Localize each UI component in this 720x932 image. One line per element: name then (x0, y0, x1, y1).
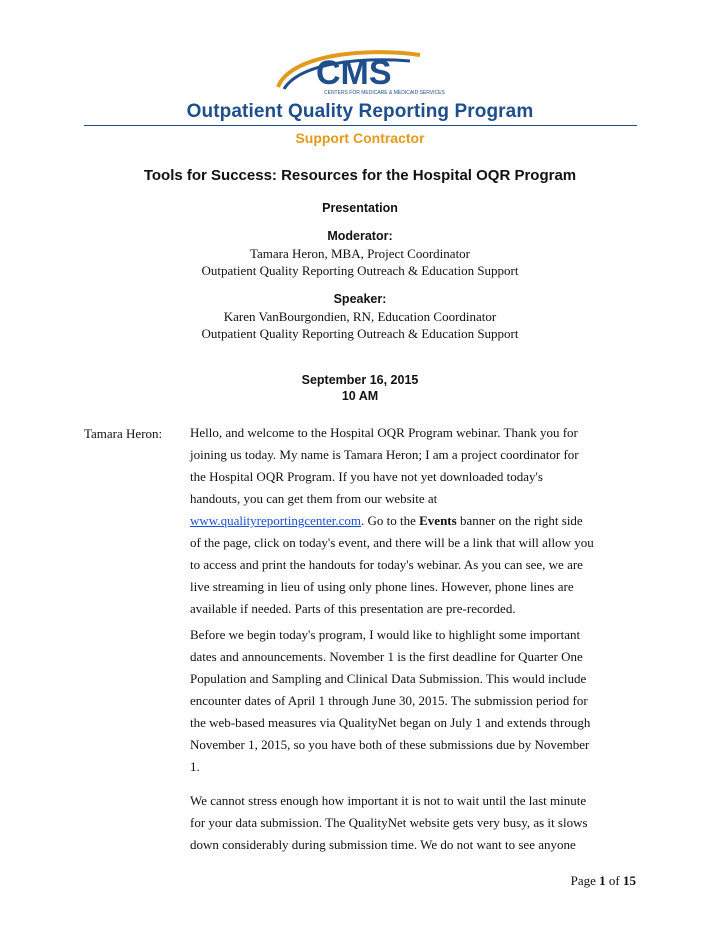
text-line: Before we begin today's program, I would like to highlight some important (190, 627, 581, 642)
logo-subtext: CENTERS FOR MEDICARE & MEDICAID SERVICES (324, 90, 445, 96)
text-line: for your data submission. The QualityNet website gets very busy, as it slows (190, 815, 588, 830)
text-line: Population and Sampling and Clinical Data Submission. This would include (190, 671, 587, 686)
speaker-label: Speaker: (333, 292, 387, 306)
cms-logo (270, 47, 460, 97)
text-line: available if needed. Parts of this presentation are pre-recorded. (190, 601, 516, 616)
speaker-name-line: Karen VanBourgondien, RN, Education Coordinator (223, 309, 497, 324)
event-time: 10 AM (341, 389, 379, 403)
text-line: live streaming in lieu of using only phone lines. However, phone lines are (190, 579, 574, 594)
text-line: the web-based measures via QualityNet began on July 1 and extends through (190, 715, 591, 730)
text-line: the Hospital OQR Program. If you have not yet downloaded today's (190, 469, 543, 484)
moderator-label: Moderator: (327, 229, 393, 243)
text-line: handouts, you can get them from our website at (190, 491, 438, 506)
program-title: Outpatient Quality Reporting Program (186, 101, 534, 122)
transcript-paragraph-2 (190, 624, 640, 778)
text-line: Hello, and welcome to the Hospital OQR Program webinar. Thank you for (190, 425, 578, 440)
page-number: Page 1 of 15 (570, 873, 636, 888)
events-label: Events (419, 513, 457, 528)
text-line: encounter dates of April 1 through June 30, 2015. The submission period for (190, 693, 588, 708)
text-line: down considerably during submission time. We do not want to see anyone (190, 837, 576, 852)
text-line: joining us today. My name is Tamara Heron; I am a project coordinator for (190, 447, 579, 462)
website-link[interactable]: www.qualityreportingcenter.com (190, 513, 361, 528)
text-line: dates and announcements. November 1 is the first deadline for Quarter One (190, 649, 583, 664)
support-contractor-label: Support Contractor (295, 130, 425, 146)
moderator-name: Tamara Heron, MBA, Project Coordinator (249, 246, 471, 261)
transcript-speaker: Tamara Heron: (84, 426, 163, 441)
document-title: Tools for Success: Resources for the Hospital OQR Program (143, 167, 577, 184)
text-line: of the page, click on today's event, and there will be a link that will allow you (190, 535, 594, 550)
logo-text: CMS (316, 54, 392, 92)
speaker-affiliation: Outpatient Quality Reporting Outreach & Education Support (201, 326, 519, 341)
transcript-paragraph-1 (190, 422, 640, 620)
text-line: www.qualityreportingcenter.com. Go to the Events banner on the right side (190, 513, 583, 528)
text-line: November 1, 2015, so you have both of these submissions due by November (190, 737, 590, 752)
text-line: We cannot stress enough how important it is not to wait until the last minute (190, 793, 587, 808)
transcript-paragraph-3 (190, 790, 640, 856)
event-date: September 16, 2015 (301, 373, 419, 387)
text-line: 1. (190, 759, 200, 774)
header-divider (84, 125, 637, 126)
moderator-affiliation: Outpatient Quality Reporting Outreach & Education Support (201, 263, 519, 278)
text-line: to access and print the handouts for today's webinar. As you can see, we are (190, 557, 583, 572)
document-type: Presentation (322, 201, 398, 215)
